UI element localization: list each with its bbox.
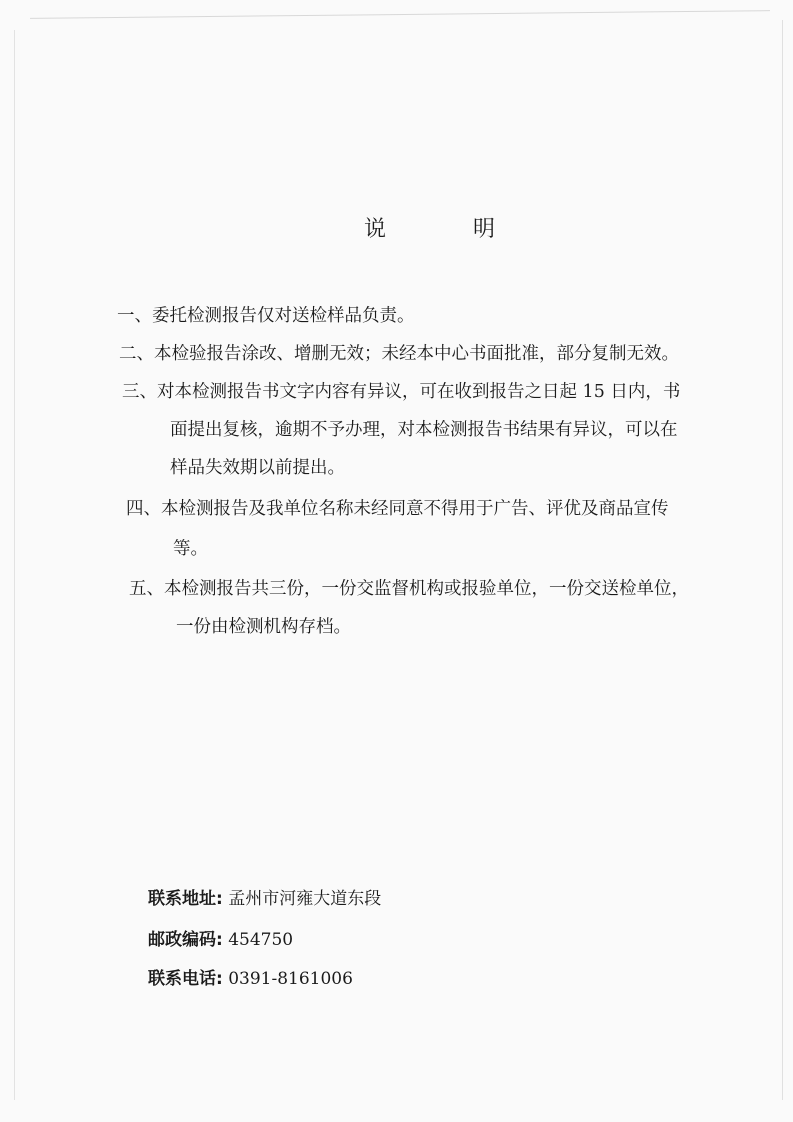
contact-phone xyxy=(148,968,353,990)
address-value: 孟州市河雍大道东段 xyxy=(228,889,382,909)
contact-address xyxy=(148,888,381,910)
paper-edge-top xyxy=(30,10,770,19)
postcode-value: 454750 xyxy=(228,930,294,950)
notice-item-5-line-1: 五、本检测报告共三份，一份交监督机构或报验单位，一份交送检单位， xyxy=(129,579,689,599)
notice-item-4-line-1: 四、本检测报告及我单位名称未经同意不得用于广告、评优及商品宣传 xyxy=(126,499,669,519)
notice-item-3-line-3: 样品失效期以前提出。 xyxy=(170,458,345,478)
notice-item-3-line-1: 三、对本检测报告书文字内容有异议，可在收到报告之日起 15 日内，书 xyxy=(122,382,681,402)
notice-item-1: 一、委托检测报告仅对送检样品负责。 xyxy=(117,306,415,326)
paper-edge-left xyxy=(14,30,15,1100)
postcode-label: 邮政编码: xyxy=(148,930,223,950)
paper-edge-right xyxy=(782,20,783,1100)
notice-item-4-line-2: 等。 xyxy=(173,539,208,559)
notice-item-3-line-2: 面提出复核，逾期不予办理，对本检测报告书结果有异议，可以在 xyxy=(170,420,678,440)
notice-item-5-line-2: 一份由检测机构存档。 xyxy=(176,617,351,637)
page-title: 说 明 xyxy=(364,217,535,242)
notice-item-2: 二、本检验报告涂改、增删无效；未经本中心书面批准，部分复制无效。 xyxy=(119,344,679,364)
address-label: 联系地址: xyxy=(148,889,223,909)
phone-value: 0391-8161006 xyxy=(228,969,353,989)
phone-label: 联系电话: xyxy=(148,969,223,989)
contact-postcode xyxy=(148,929,293,951)
